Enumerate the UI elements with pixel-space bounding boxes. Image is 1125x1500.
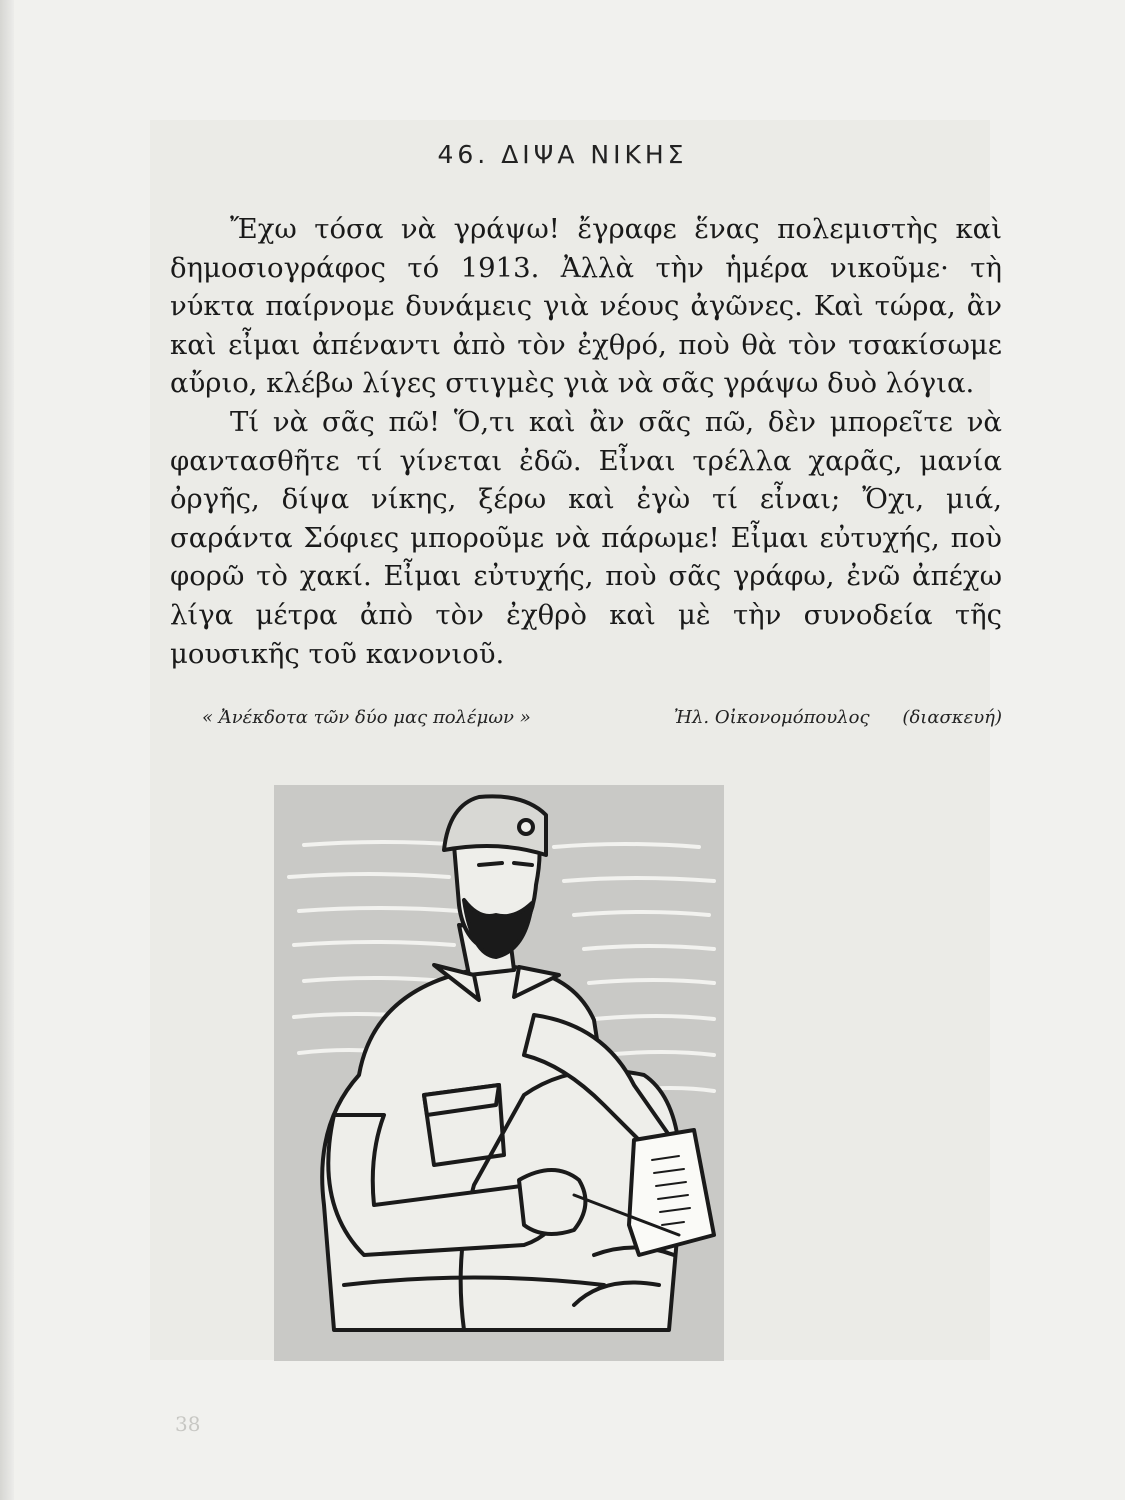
paragraph-2: Τί νὰ σᾶς πῶ! Ὅ,τι καὶ ἂν σᾶς πῶ, δὲν μπορεῖτε νὰ φαντασθῆτε τί γίνεται ἐδῶ. Εἶναι τρέλλα χαρᾶς, μανία ὀργῆς, δίψα νίκης, ξέρω καὶ ἐγὼ τί εἶναι; Ὄχι, μιά, σαράντα Σόφιες μποροῦμε νὰ πάρωμε! Εἶμαι εὐτυχής, ποὺ φορῶ τὸ χακί. Εἶμαι εὐτυχής, ποὺ σᾶς γράφω, ἐνῶ ἀπέχω λίγα μέτρα ἀπὸ τὸν ἐχθρὸ καὶ μὲ τὴν συνοδεία τῆς μουσικῆς τοῦ κανονιοῦ.: [170, 405, 1002, 670]
page-left-edge: [0, 0, 14, 1500]
credit-note: (διασκευή): [902, 707, 1002, 728]
paragraph-1: Ἔχω τόσα νὰ γράψω! ἔγραφε ἕνας πολεμιστὴς καὶ δημοσιογράφος τό 1913. Ἀλλὰ τὴν ἡμέρα νικοῦμε· τὴ νύκτα παίρνομε δυνάμεις γιὰ νέους ἀγῶνες. Καὶ τώρα, ἂν καὶ εἶμαι ἀπέναντι ἀπὸ τὸν ἐχθρό, ποὺ θὰ τὸν τσακίσωμε αὔριο, κλέβω λίγες στιγμὲς γιὰ νὰ σᾶς γράψω δυὸ λόγια.: [170, 213, 1002, 400]
soldier-writing-illustration: [274, 785, 724, 1361]
source-credit: [170, 703, 1002, 737]
credit-author: Ἠλ. Οἰκονομόπουλος: [674, 707, 870, 728]
body-text: [170, 210, 1002, 673]
credit-source: « Ἀνέκδοτα τῶν δύο μας πολέμων »: [202, 707, 531, 728]
chapter-title: 46. ΔΙΨΑ ΝΙΚΗΣ: [437, 140, 688, 169]
page-number: 38: [175, 1412, 201, 1436]
